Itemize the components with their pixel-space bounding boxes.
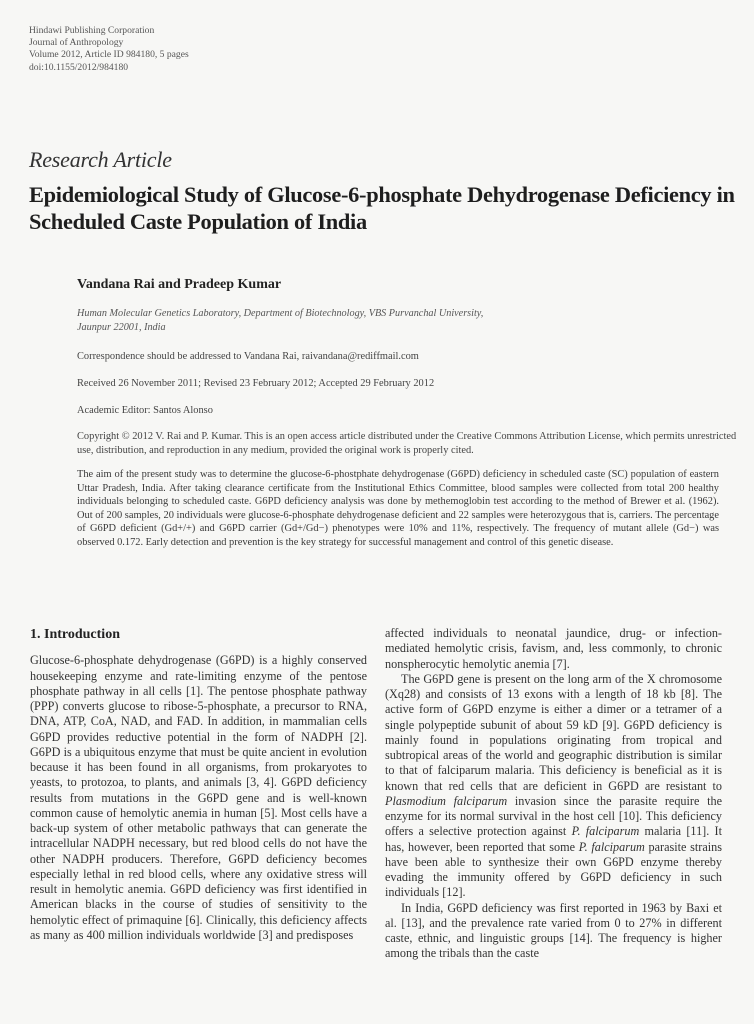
affiliation [77,307,737,335]
copyright: Copyright © 2012 V. Rai and P. Kumar. This is an open access article distributed under the Creative Commons Attribution License, which permits unrestricted use, distribution, and reproduction in any medium, provided the original work is properly cited. [77,431,737,456]
right-column [385,626,722,962]
abstract: The aim of the present study was to determine the glucose-6-phostphate dehydrogenase (G6PD) deficiency in scheduled caste (SC) population of eastern Uttar Pradesh, India. After taking clearance certificate from the Institutional Ethics Committee, blood samples were collected from total 200 healthy individuals belonging to scheduled caste. G6PD deficiency analysis was done by methemoglobin test according to the method of Brewer et al. (1962). Out of 200 samples, 20 individuals were glucose-6-phosphate dehydrogenase deficient and 22 samples were heterozygous that is, carriers. The percentage of G6PD deficient (Gd+/+) and G6PD carrier (Gd+/Gd−) phenotypes were 10% and 11%, respectively. The frequency of mutant allele (Gd−) was observed 0.172. Early detection and prevention is the key strategy for successful management and control of this genetic disease. [77,469,719,548]
volume-info: Volume 2012, Article ID 984180, 5 pages [29,49,189,61]
affiliation-line-2: Jaunpur 22001, India [77,322,166,333]
publisher: Hindawi Publishing Corporation [29,25,155,36]
affiliation-line-1: Human Molecular Genetics Laboratory, Department of Biotechnology, VBS Purvanchal University, [77,308,484,319]
text-run: invasion since the parasite require the enzyme for its normal survival in the host cell [10]. This deficiency offers a selective protection against [385,793,722,839]
intro-paragraph-1-continued: affected individuals to neonatal jaundice, drug- or infection-mediated hemolytic crisis, favism, and, less commonly, to chronic nonspherocytic hemolytic anemia [7]. [385,626,722,671]
journal-header [29,25,189,74]
correspondence: Correspondence should be addressed to Vandana Rai, raivandana@rediffmail.com [77,351,419,362]
text-run: The G6PD gene is present on the long arm of the X chromosome (Xq28) and consists of 13 exons with a length of 18 kb [8]. The active form of G6PD enzyme is either a dimer or a tetramer of a single polypeptide subunit of about 59 kD [9]. G6PD deficiency is mainly found in populations originating from tropical and subtropical areas of the world and geographic distribution is similar to that of falciparum malaria. This deficiency is beneficial as it is known that red cells that are deficient in G6PD are resistant to [385,671,722,793]
intro-paragraph-2 [385,672,722,901]
authors: Vandana Rai and Pradeep Kumar [77,277,282,292]
species-name: Plasmodium falciparum [385,793,508,808]
species-name: P. falciparum [578,839,645,854]
left-column [30,625,367,943]
text-run: malaria [11]. It has, however, been reported that some [385,824,722,854]
text-run: parasite strains have been able to synthesize their own G6PD enzyme thereby evading the immunity offered by G6PD deficiency in such individuals [12]. [385,839,722,900]
intro-paragraph-1: Glucose-6-phosphate dehydrogenase (G6PD) is a highly conserved housekeeping enzyme and rate-limiting enzyme of the pentose phosphate pathway in all cells [1]. The pentose phosphate pathway (PPP) converts glucose to ribose-5-phosphate, a precursor to RNA, DNA, ATP, CoA, NAD, and FAD. In addition, in mammalian cells G6PD provides reductive potential in the form of NADPH [2]. G6PD is a ubiquitous enzyme that must be quite ancient in evolution because it has been found in all organisms, from prokaryotes to yeasts, to protozoa, to plants, and animals [3, 4]. G6PD deficiency results from mutations in the G6PD gene and is well-known common cause of hemolytic anemia in human [5]. Most cells have a back-up system of other metabolic pathways that can generate the intracellular NADPH necessary, but red blood cells do not have the other NADPH producers. Therefore, G6PD deficiency becomes especially lethal in red blood cells, where any oxidative stress will result in hemolytic anemia. G6PD deficiency was first identified in American blacks in the course of studies of sensitivity to the hemolytic effect of primaquine [6]. Clinically, this deficiency affects as many as 400 million individuals worldwide [3] and predisposes [30,653,367,942]
dates: Received 26 November 2011; Revised 23 February 2012; Accepted 29 February 2012 [77,378,435,389]
species-name: P. falciparum [571,824,640,839]
academic-editor: Academic Editor: Santos Alonso [77,405,213,416]
journal-name: Journal of Anthropology [29,37,124,49]
article-type: Research Article [29,147,172,172]
section-heading: 1. Introduction [30,627,120,642]
doi: doi:10.1155/2012/984180 [29,61,129,73]
article-title: Epidemiological Study of Glucose-6-phosphate Dehydrogenase Deficiency in Scheduled Caste Population of India [29,182,735,234]
intro-paragraph-3: In India, G6PD deficiency was first reported in 1963 by Baxi et al. [13], and the prevalence rate varied from 0 to 27% in different caste, ethnic, and linguistic groups [14]. The frequency is higher among the tribals than the caste [385,900,722,961]
